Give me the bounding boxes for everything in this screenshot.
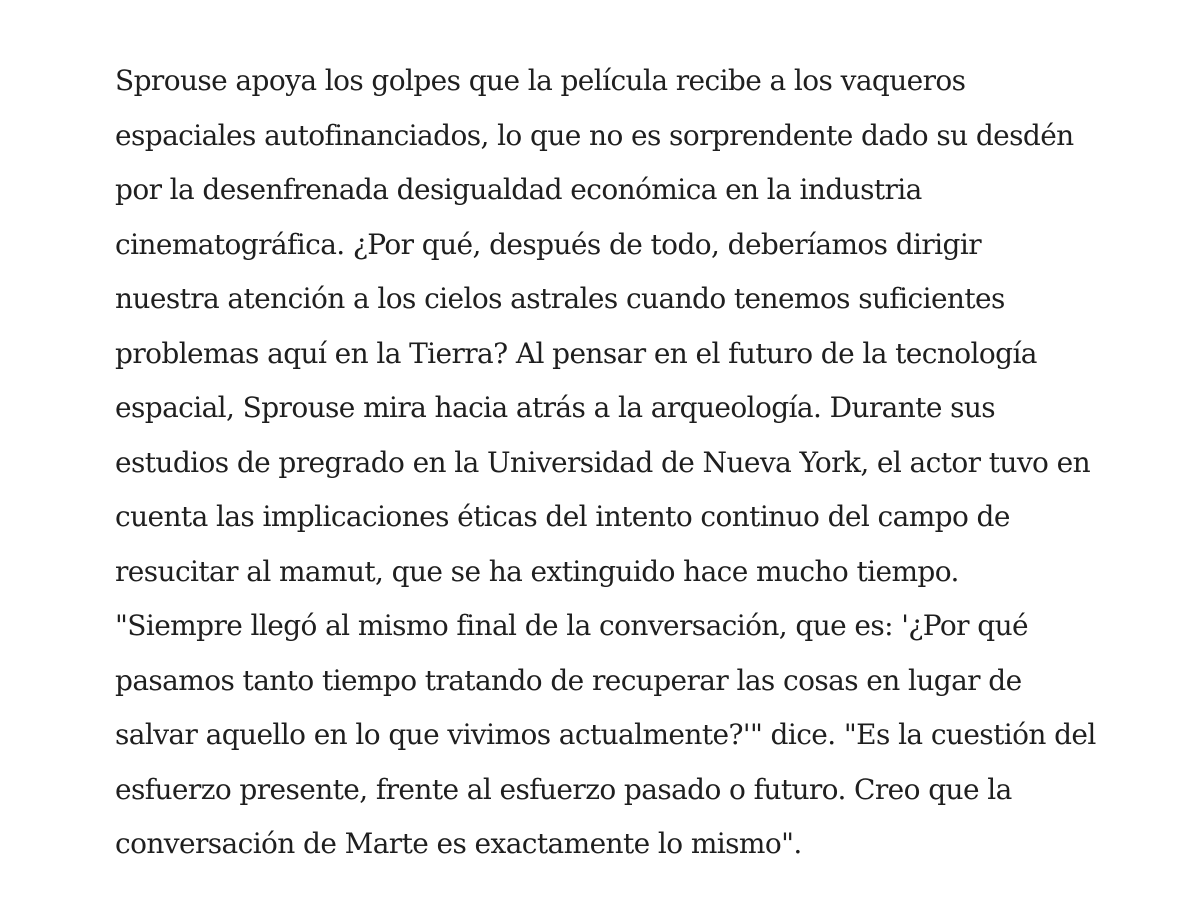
paragraph-line: esfuerzo presente, frente al esfuerzo pasado o futuro. Creo que la bbox=[115, 772, 1012, 806]
paragraph-line: cinematográfica. ¿Por qué, después de todo, deberíamos dirigir bbox=[115, 227, 982, 261]
paragraph-line: problemas aquí en la Tierra? Al pensar en el futuro de la tecnología bbox=[115, 336, 1037, 370]
paragraph-line: pasamos tanto tiempo tratando de recuperar las cosas en lugar de bbox=[115, 663, 1022, 697]
article-paragraph bbox=[115, 54, 1105, 872]
paragraph-line: resucitar al mamut, que se ha extinguido hace mucho tiempo. bbox=[115, 554, 959, 588]
paragraph-line: conversación de Marte es exactamente lo mismo". bbox=[115, 827, 802, 860]
paragraph-line: estudios de pregrado en la Universidad de Nueva York, el actor tuvo en bbox=[115, 445, 1090, 479]
paragraph-line: cuenta las implicaciones éticas del intento continuo del campo de bbox=[115, 500, 1010, 533]
paragraph-line: nuestra atención a los cielos astrales cuando tenemos suficientes bbox=[115, 282, 1005, 315]
paragraph-line: "Siempre llegó al mismo final de la conversación, que es: '¿Por qué bbox=[115, 609, 1028, 642]
paragraph-line: por la desenfrenada desigualdad económica en la industria bbox=[115, 173, 922, 206]
paragraph-line: salvar aquello en lo que vivimos actualmente?'" dice. "Es la cuestión del bbox=[115, 718, 1096, 751]
paragraph-line: espaciales autofinanciados, lo que no es sorprendente dado su desdén bbox=[115, 118, 1074, 152]
paragraph-line: Sprouse apoya los golpes que la película recibe a los vaqueros bbox=[115, 64, 966, 97]
paragraph-line: espacial, Sprouse mira hacia atrás a la arqueología. Durante sus bbox=[115, 391, 996, 424]
